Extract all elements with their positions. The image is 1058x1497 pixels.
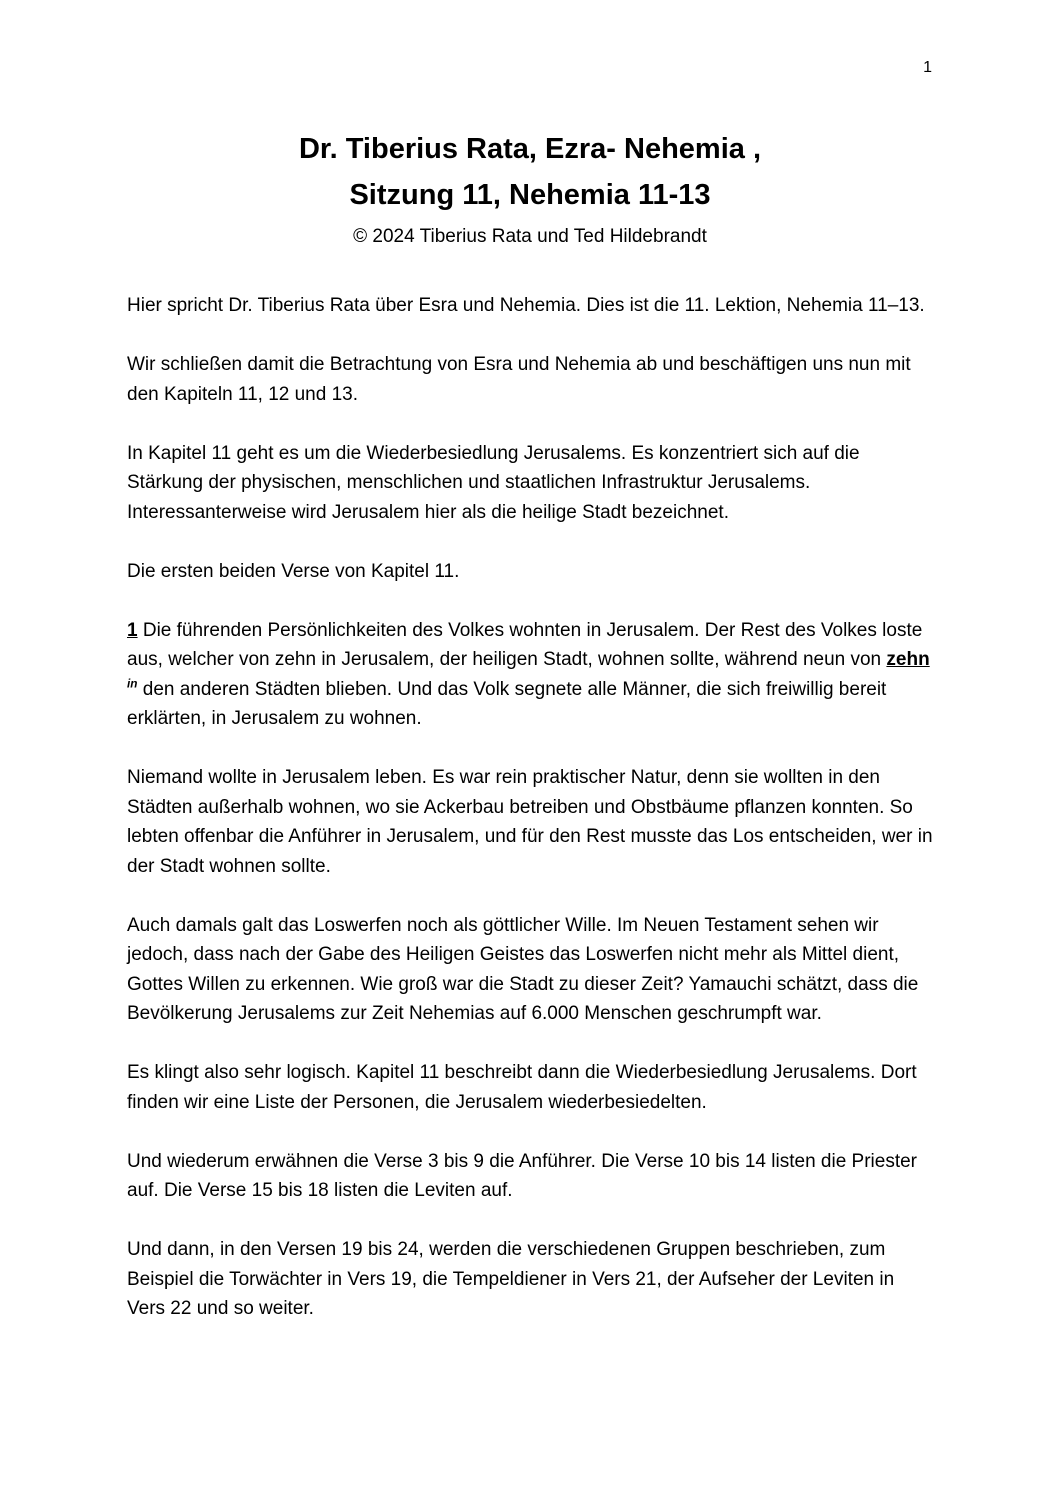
title-line-2: Sitzung 11, Nehemia 11-13 (349, 179, 711, 212)
paragraph-verses-19-24: Und dann, in den Versen 19 bis 24, werden die verschiedenen Gruppen beschrieben, zum Beispiel die Torwächter in Vers 19, die Tempeldiener in Vers 21, der Aufseher der Leviten in Vers 22 und so weiter. (127, 1239, 895, 1320)
document-title (127, 126, 933, 219)
title-line-1: Dr. Tiberius Rata, Ezra- Nehemia , (298, 133, 762, 165)
document-body (127, 291, 933, 1324)
paragraph-intro: Hier spricht Dr. Tiberius Rata über Esra und Nehemia. Dies ist die 11. Lektion, Nehemia 11–13. (127, 295, 925, 317)
page-number: 1 (923, 59, 932, 76)
verse-superscript-note: in (127, 677, 138, 691)
paragraph-verses-3-18: Und wiederum erwähnen die Verse 3 bis 9 die Anführer. Die Verse 10 bis 14 listen die Priester auf. Die Verse 15 bis 18 listen die Leviten auf. (127, 1150, 918, 1202)
paragraph-lots-divine-will: Auch damals galt das Loswerfen noch als göttlicher Wille. Im Neuen Testament sehen wir jedoch, dass nach der Gabe des Heiligen Geistes das Loswerfen nicht mehr als Mittel dient, Gottes Willen zu erkennen. Wie groß war die Stadt zu dieser Zeit? Yamauchi schätzt, dass die Bevölkerung Jerusalems zur Zeit Nehemias auf 6.000 Menschen geschrumpft war. (127, 914, 919, 1025)
paragraph-logical: Es klingt also sehr logisch. Kapitel 11 beschreibt dann die Wiederbesiedlung Jerusalems. Dort finden wir eine Liste der Personen, die Jerusalem wiederbesiedelten. (127, 1062, 917, 1113)
verse-text-b: den anderen Städten blieben. Und das Volk segnete alle Männer, die sich freiwillig bereit erklärten, in Jerusalem zu wohnen. (127, 678, 887, 730)
copyright-line: © 2024 Tiberius Rata und Ted Hildebrandt (353, 225, 707, 247)
paragraph-verse-quote (127, 616, 933, 734)
paragraph-verses-intro: Die ersten beiden Verse von Kapitel 11. (127, 560, 460, 582)
paragraph-nobody-wanted: Niemand wollte in Jerusalem leben. Es war rein praktischer Natur, denn sie wollten in den Städten außerhalb wohnen, wo sie Ackerbau betreiben und Obstbäume pflanzen konnten. So lebten offenbar die Anführer in Jerusalem, und für den Rest musste das Los entscheiden, wer in der Stadt wohnen sollte. (127, 767, 933, 877)
verse-number: 1 (127, 619, 138, 641)
verse-text-a: Die führenden Persönlichkeiten des Volkes wohnten in Jerusalem. Der Rest des Volkes loste aus, welcher von zehn in Jerusalem, der heiligen Stadt, wohnen sollte, während neun von (127, 619, 923, 671)
paragraph-overview: Wir schließen damit die Betrachtung von Esra und Nehemia ab und beschäftigen uns nun mit den Kapiteln 11, 12 und 13. (127, 354, 911, 405)
paragraph-chapter11-summary: In Kapitel 11 geht es um die Wiederbesiedlung Jerusalems. Es konzentriert sich auf die Stärkung der physischen, menschlichen und staatlichen Infrastruktur Jerusalems. Interessanterweise wird Jerusalem hier als die heilige Stadt bezeichnet. (127, 442, 860, 523)
verse-highlight: zehn (886, 649, 930, 671)
